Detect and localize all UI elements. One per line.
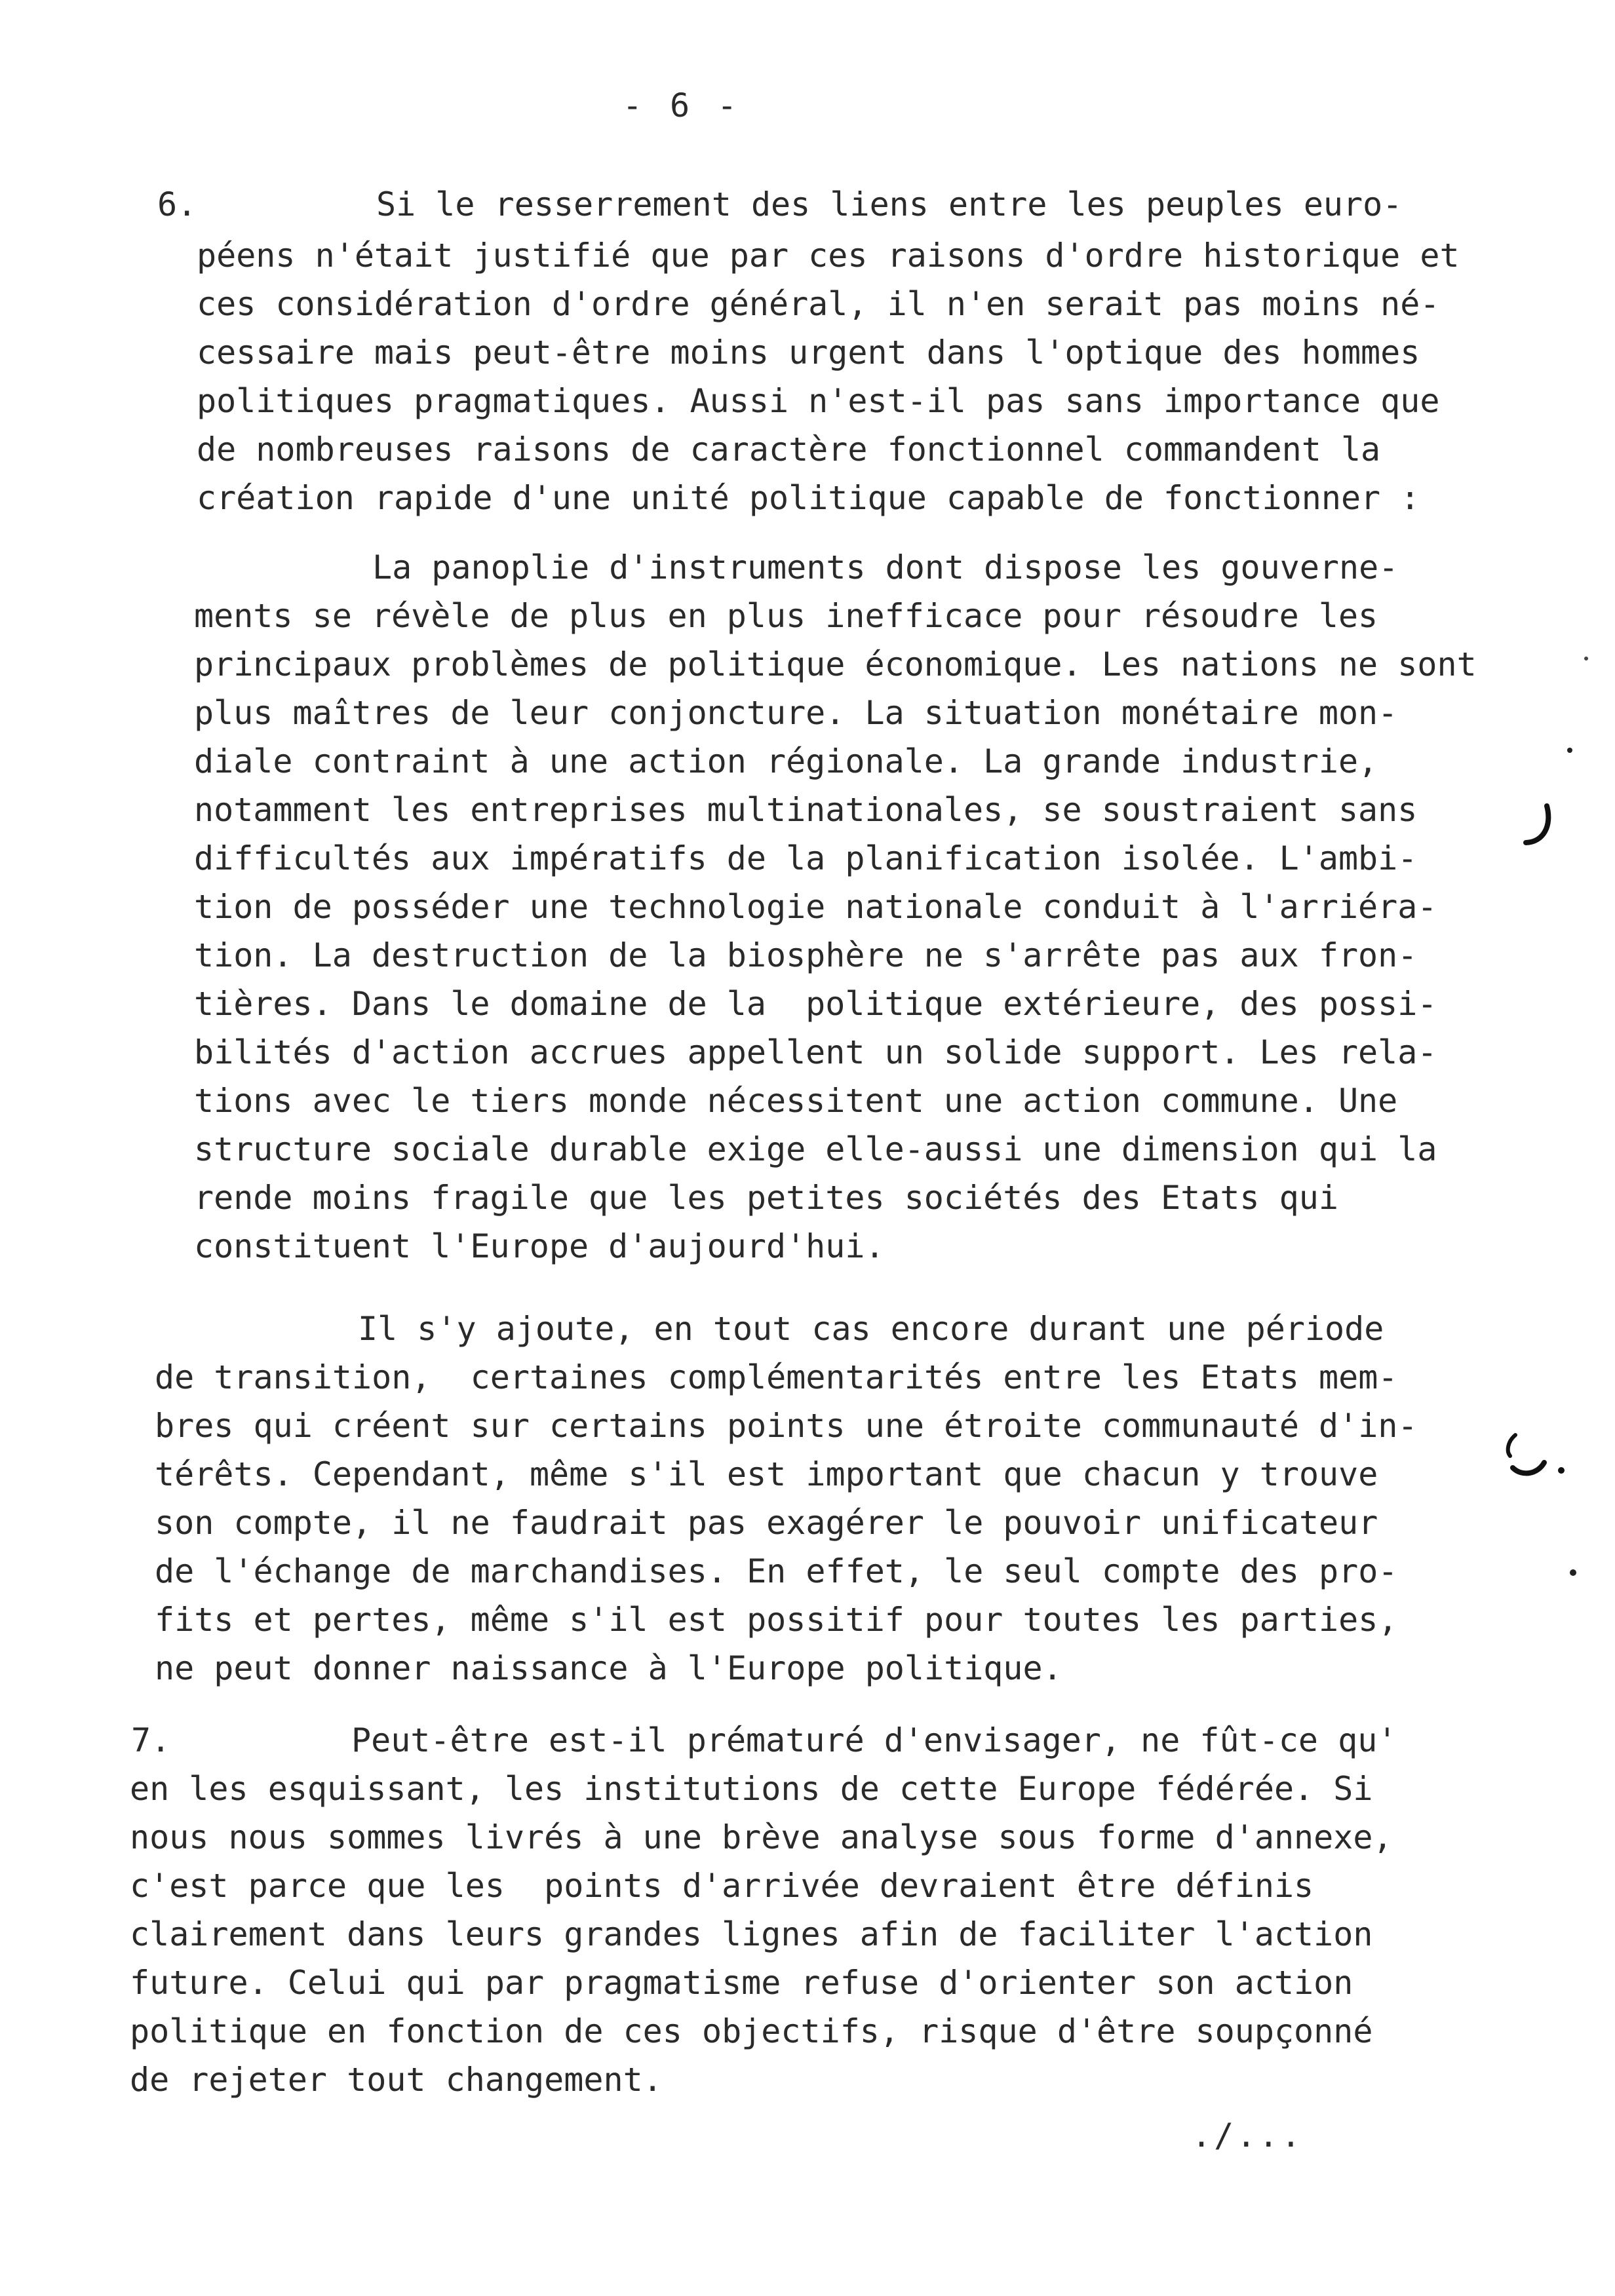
paragraph-line: tion. La destruction de la biosphère ne s'arrête pas aux fron-	[194, 936, 1418, 974]
margin-mark-icon	[1501, 1422, 1573, 1494]
paragraph-line: bilités d'action accrues appellent un solide support. Les rela-	[194, 1033, 1437, 1071]
paragraph-line: Peut-être est-il prématuré d'envisager, ne fût-ce qu'	[351, 1721, 1397, 1759]
paragraph-line: en les esquissant, les institutions de cette Europe fédérée. Si	[130, 1770, 1373, 1808]
paragraph-line: ments se révèle de plus en plus inefficace pour résoudre les	[194, 597, 1378, 635]
paragraph-line: future. Celui qui par pragmatisme refuse d'orienter son action	[130, 1964, 1353, 2002]
section-number-7: 7.	[131, 1721, 171, 1759]
margin-mark-icon	[1563, 744, 1576, 757]
paragraph-line: plus maîtres de leur conjoncture. La situation monétaire mon-	[194, 694, 1398, 732]
paragraph-line: La panoplie d'instruments dont dispose les gouverne-	[372, 548, 1399, 586]
paragraph-line: péens n'était justifié que par ces raisons d'ordre historique et	[197, 237, 1460, 275]
paragraph-line: de nombreuses raisons de caractère fonctionnel commandent la	[197, 430, 1381, 469]
section-number-6: 6.	[157, 185, 197, 223]
paragraph-line: tières. Dans le domaine de la politique extérieure, des possi-	[194, 985, 1437, 1023]
paragraph-line: de rejeter tout changement.	[130, 2061, 663, 2099]
paragraph-line: tions avec le tiers monde nécessitent une action commune. Une	[194, 1082, 1398, 1120]
paragraph-line: constituent l'Europe d'aujourd'hui.	[194, 1227, 885, 1265]
paragraph-line: politique en fonction de ces objectifs, risque d'être soupçonné	[130, 2012, 1373, 2050]
paragraph-line: rende moins fragile que les petites sociétés des Etats qui	[194, 1179, 1338, 1217]
paragraph-line: ne peut donner naissance à l'Europe politique.	[155, 1649, 1062, 1687]
paragraph-line: Si le resserrement des liens entre les peuples euro-	[376, 185, 1403, 223]
margin-mark-icon	[1514, 799, 1566, 852]
paragraph-line: c'est parce que les points d'arrivée devraient être définis	[130, 1867, 1314, 1905]
paragraph-line: principaux problèmes de politique économique. Les nations ne sont	[194, 645, 1477, 683]
margin-mark-icon	[1566, 1566, 1580, 1579]
paragraph-line: difficultés aux impératifs de la planification isolée. L'ambi-	[194, 839, 1418, 877]
paragraph-line: de transition, certaines complémentarités entre les Etats mem-	[155, 1358, 1398, 1396]
page-number: - 6 -	[622, 86, 741, 124]
paragraph-line: de l'échange de marchandises. En effet, le seul compte des pro-	[155, 1552, 1398, 1590]
paragraph-line: térêts. Cependant, même s'il est important que chacun y trouve	[155, 1455, 1378, 1493]
paragraph-line: notamment les entreprises multinationales, se soustraient sans	[194, 791, 1418, 829]
margin-mark-icon	[1580, 652, 1593, 665]
continuation-mark: ./...	[1192, 2116, 1304, 2154]
paragraph-line: tion de posséder une technologie nationale conduit à l'arriéra-	[194, 888, 1437, 926]
paragraph-line: cessaire mais peut-être moins urgent dans l'optique des hommes	[197, 334, 1420, 372]
paragraph-line: diale contraint à une action régionale. La grande industrie,	[194, 742, 1378, 780]
paragraph-line: politiques pragmatiques. Aussi n'est-il pas sans importance que	[197, 382, 1440, 420]
paragraph-line: clairement dans leurs grandes lignes afin de faciliter l'action	[130, 1915, 1373, 1953]
paragraph-line: structure sociale durable exige elle-aussi une dimension qui la	[194, 1130, 1437, 1168]
paragraph-line: création rapide d'une unité politique capable de fonctionner :	[197, 479, 1420, 517]
paragraph-line: ces considération d'ordre général, il n'en serait pas moins né-	[197, 285, 1440, 323]
paragraph-line: son compte, il ne faudrait pas exagérer le pouvoir unificateur	[155, 1504, 1378, 1542]
paragraph-line: fits et pertes, même s'il est possitif pour toutes les parties,	[155, 1601, 1398, 1639]
paragraph-line: bres qui créent sur certains points une étroite communauté d'in-	[155, 1407, 1418, 1445]
paragraph-line: Il s'y ajoute, en tout cas encore durant une période	[358, 1310, 1384, 1348]
paragraph-line: nous nous sommes livrés à une brève analyse sous forme d'annexe,	[130, 1818, 1393, 1856]
